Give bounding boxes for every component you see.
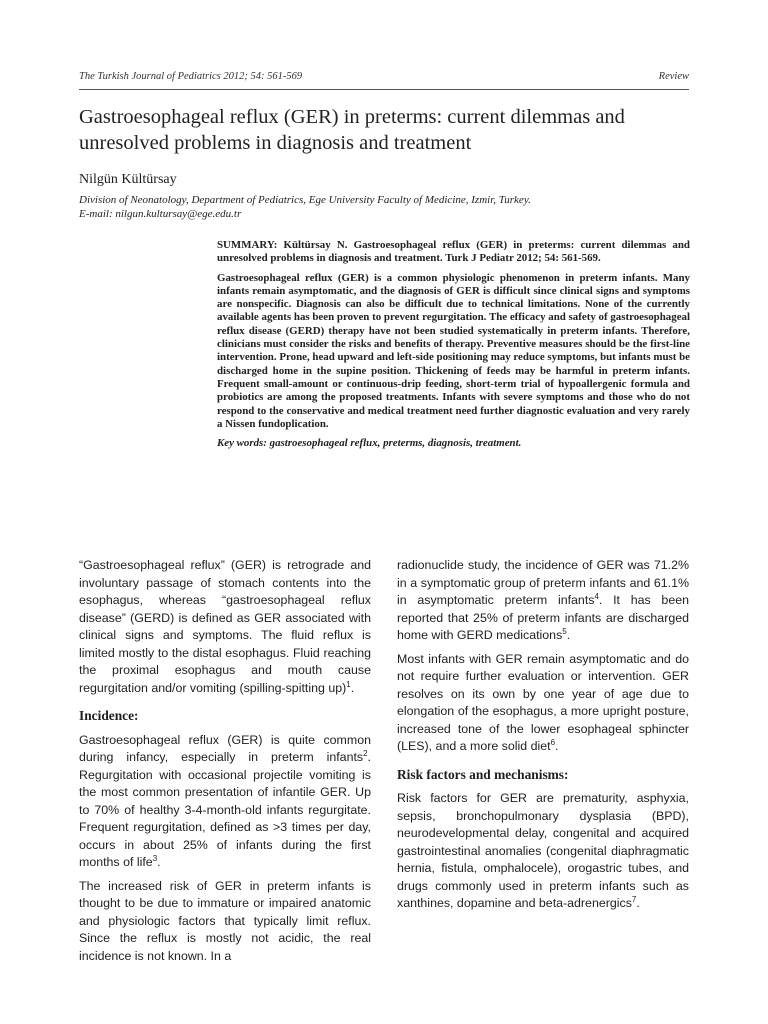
radionuclide-paragraph: radionuclide study, the incidence of GER was 71.2% in a symptomatic group of preterm infants and 61.1% in asymptomatic preterm infants$^4$. It has been reported that 25% of preterm infants are discharged home with GERD medications$^5$.: [397, 558, 689, 642]
intro-paragraph: “Gastroesophageal reflux” (GER) is retrograde and involuntary passage of stomach contents into the esophagus, whereas “gastroesophageal reflux disease” (GERD) is defined as GER associated with clinical signs and symptoms. The fluid reflux is limited mostly to the distal esophagus. Fluid reaching the proximal esophagus and mouth cause regurgitation and/or vomiting (spilling-spitting up)$^1$.: [79, 558, 371, 695]
asymptomatic-paragraph: Most infants with GER remain asymptomatic and do not require further evaluation or intervention. GER resolves on its own by one year of age due to elongation of the esophagus, a more upright posture, increased tone of the lower esophageal sphincter (LES), and a more solid diet$^6$.: [397, 651, 689, 753]
section-heading-risk-factors: Risk factors and mechanisms:: [397, 766, 569, 782]
ref-4: 4: [594, 591, 599, 601]
header-rule: [79, 89, 689, 90]
ref-3: 3: [152, 853, 158, 863]
abstract-citation: SUMMARY: Kültürsay N. Gastroesophageal reflux (GER) in preterms: current dilemmas and unresolved problems in diagnosis and treatment. Turk J Pediatr 2012; 54: 561-569.: [217, 239, 690, 265]
abstract-body: Gastroesophageal reflux (GER) is a common physiologic phenomenon in preterm infants. Many infants remain asymptomatic, and the diagnosis of GER is difficult since clinical signs and symptoms are nonspecific. Diagnosis can also be difficult due to technical limitations. None of the currently available agents has been proven to prevent regurgitation. The efficacy and safety of gastroesophageal reflux disease (GERD) therapy have not been studied systematically in preterm infants. Therefore, clinicians must consider the risks and benefits of therapy. Preventive measures should be the first-line intervention. Prone, head upward and left-side positioning may reduce symptoms, but infants must be discharged home in the supine position. Thickening of feeds may be harmful in preterm infants. Frequent small-amount or continuous-drip feeding, short-term trial of hypoallergenic formula and probiotics are among the proposed treatments. Infants with severe symptoms and those who do not respond to the conservative and medical treatment need further diagnostic evaluation and very rarely a Nissen fundoplication.: [217, 271, 690, 430]
ref-6: 6: [550, 737, 556, 747]
ref-1: 1: [346, 679, 351, 689]
incidence-paragraph: Gastroesophageal reflux (GER) is quite common during infancy, especially in preterm infants$^2$. Regurgitation with occasional projectile vomiting is the most common presentation of infantile GER. Up to 70% of healthy 3-4-month-old infants regurgitate. Frequent regurgitation, defined as >3 times per day, occurs in about 25% of infants during the first months of life$^3$.: [79, 732, 371, 869]
right-column: [397, 557, 689, 919]
journal-citation: The Turkish Journal of Pediatrics 2012; 54: 561-569: [79, 71, 303, 82]
ref-7: 7: [631, 894, 637, 904]
ref-5: 5: [562, 626, 567, 636]
article-title: Gastroesophageal reflux (GER) in preterms: current dilemmas and unresolved problems in diagnosis and treatment: [79, 106, 625, 154]
left-column: [79, 557, 371, 971]
affiliation-block: [79, 193, 689, 221]
section-heading-incidence: Incidence:: [79, 708, 139, 723]
affiliation: Division of Neonatology, Department of Pediatrics, Ege University Faculty of Medicine, Izmir, Turkey.: [79, 194, 531, 206]
preterm-risk-paragraph: The increased risk of GER in preterm infants is thought to be due to immature or impaired anatomic and physiologic factors that typically limit reflux. Since the reflux is mostly not acidic, the real incidence is not known. In a: [79, 878, 371, 963]
author-email: E-mail: nilgun.kultursay@ege.edu.tr: [79, 208, 242, 220]
author-name: Nilgün Kültürsay: [79, 172, 177, 187]
ref-2: 2: [363, 748, 368, 758]
running-head: [79, 71, 689, 89]
risk-factors-paragraph: Risk factors for GER are prematurity, asphyxia, sepsis, bronchopulmonary dysplasia (BPD), neurodevelopmental delay, congenital and acquired gastrointestinal anomalies (congenital diaphragmatic hernia, fistula, omphalocele), orogastric tubes, and drugs commonly used in preterm infants such as xanthines, dopamine and beta-adrenergics$^7$.: [397, 791, 689, 910]
keywords: Key words: gastroesophageal reflux, preterms, diagnosis, treatment.: [217, 437, 522, 450]
article-type: Review: [658, 71, 689, 82]
abstract: [217, 239, 690, 456]
